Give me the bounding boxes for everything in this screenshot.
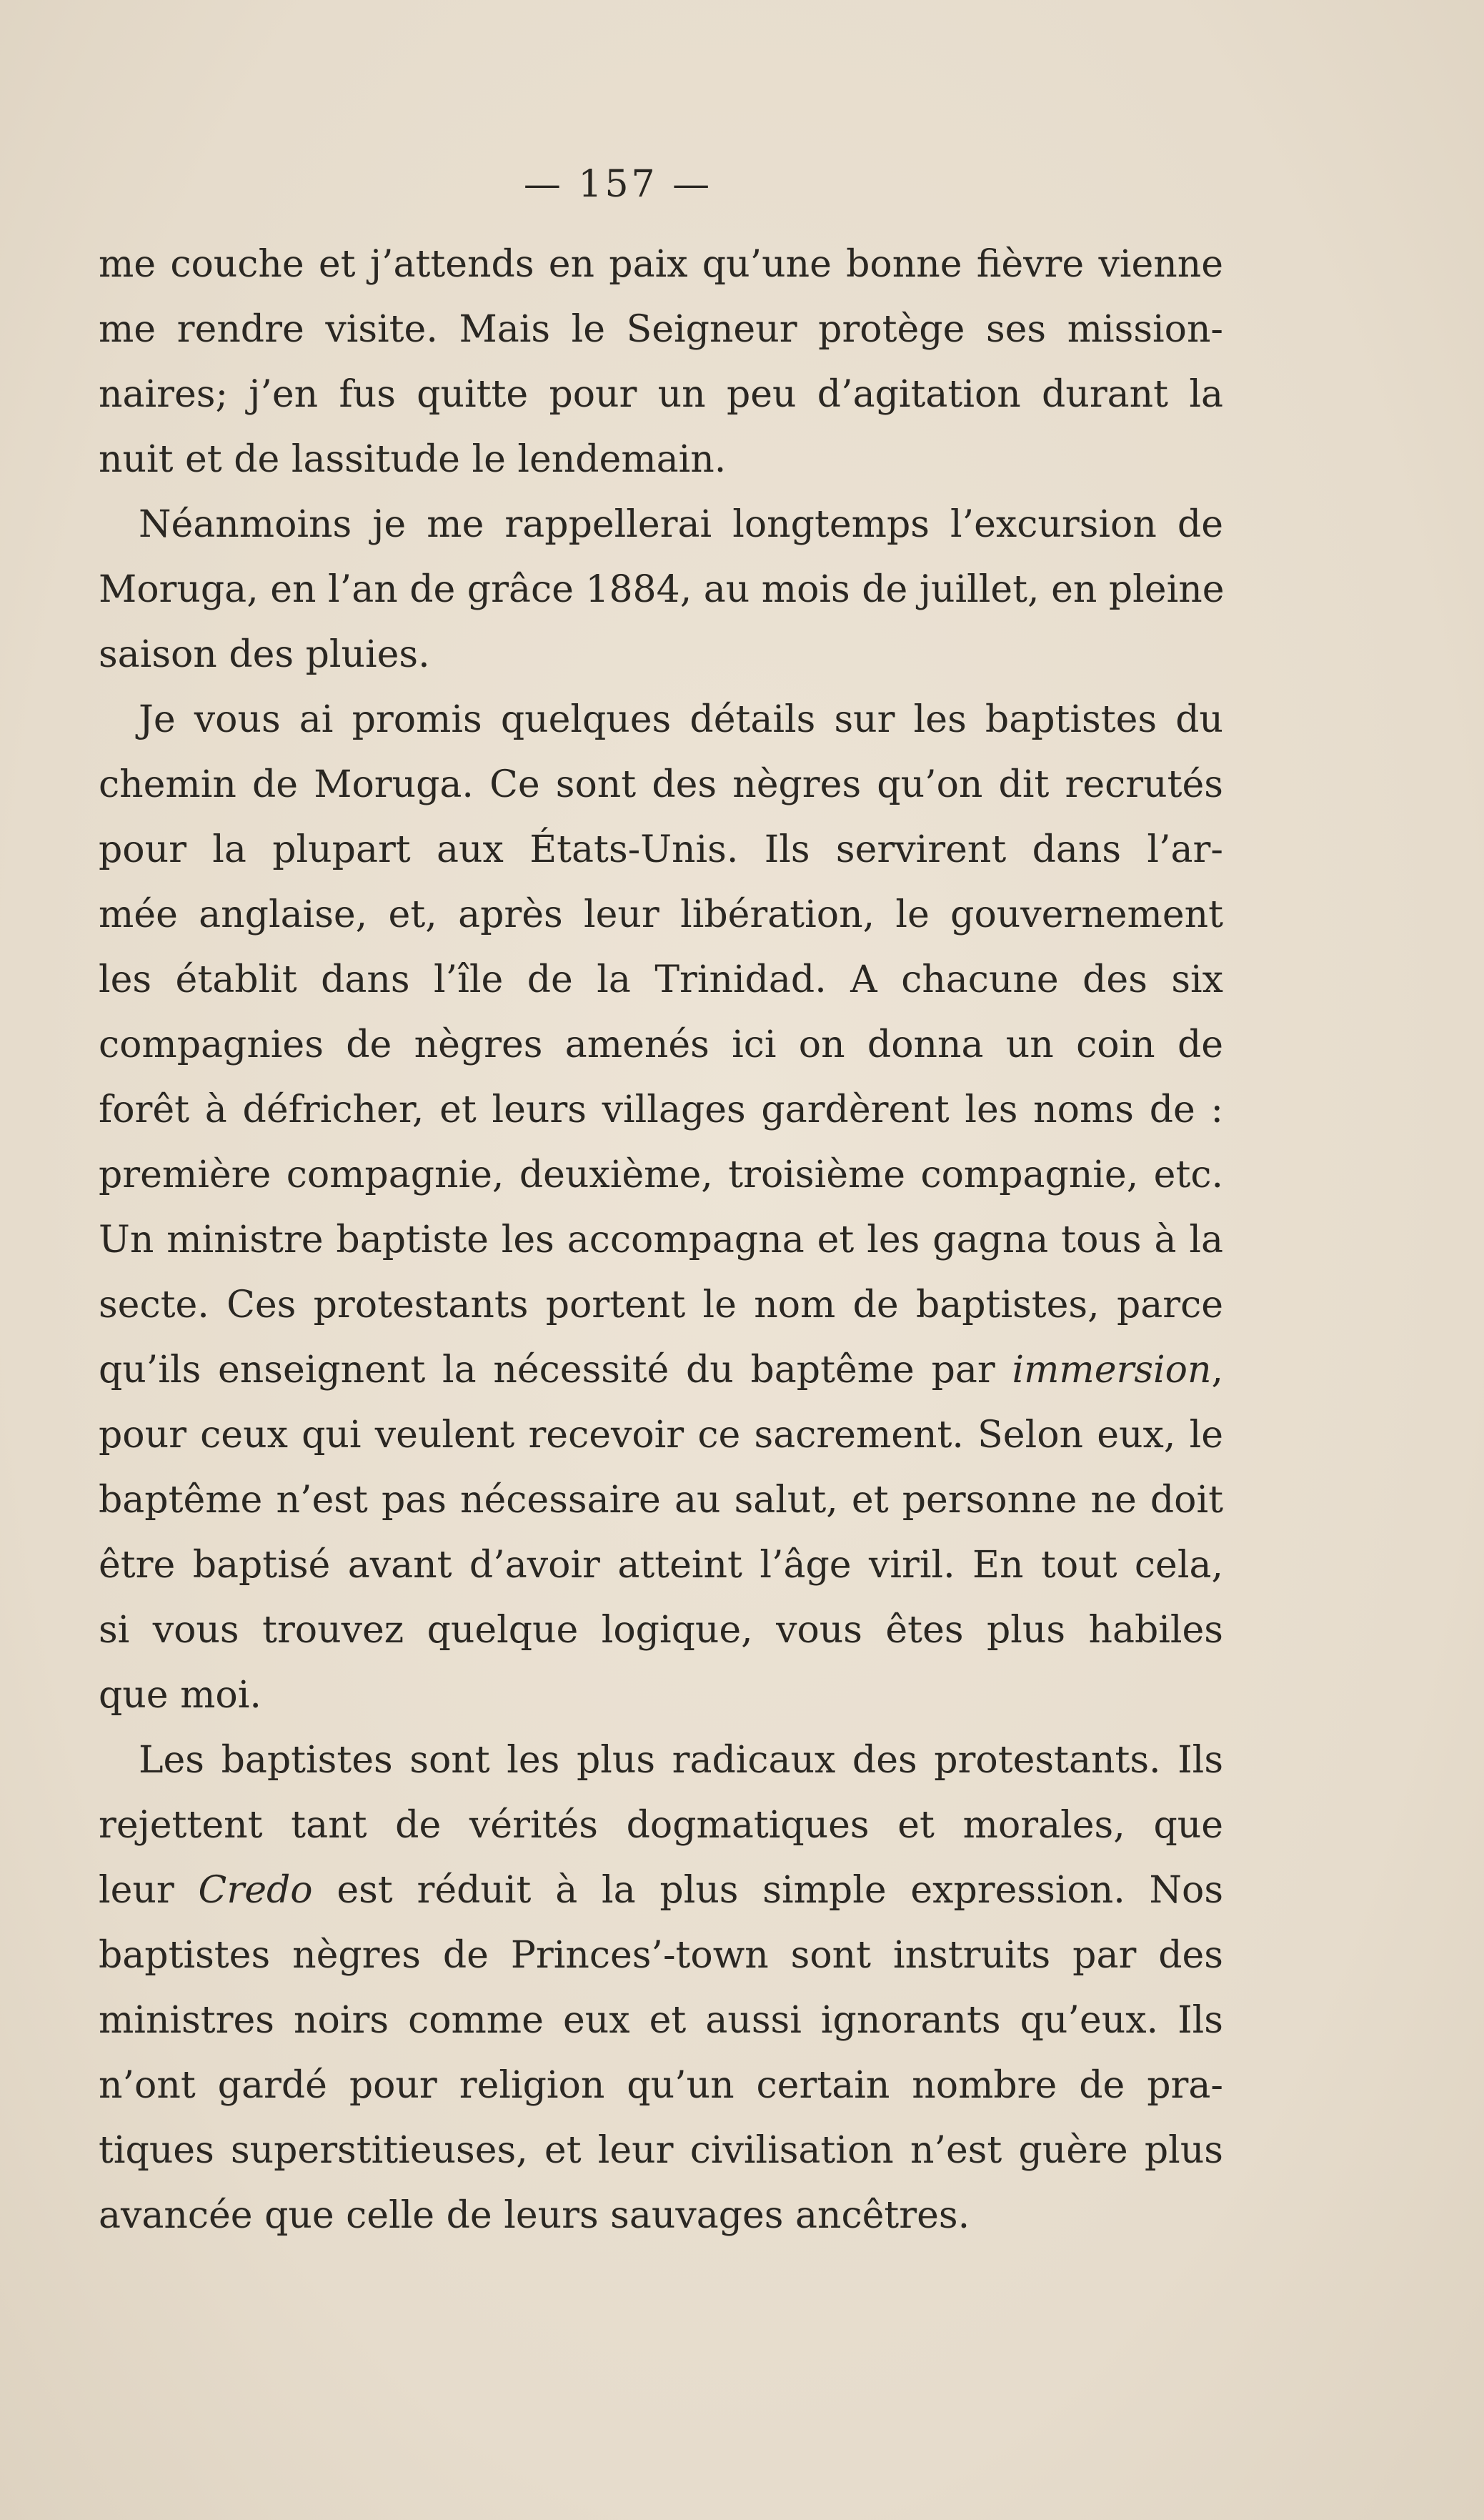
text-line: me couche et j’attends en paix qu’une bonne fièvre vienne bbox=[99, 243, 1223, 286]
text-line: si vous trouvez quelque logique, vous êtes plus habiles bbox=[99, 1609, 1223, 1652]
text-line: Néanmoins je me rappellerai longtemps l’excursion de bbox=[139, 503, 1223, 546]
text-line: baptistes nègres de Princes’-town sont instruits par des bbox=[99, 1934, 1223, 1977]
text-line: saison des pluies. bbox=[99, 633, 430, 676]
text-line: chemin de Moruga. Ce sont des nègres qu’on dit recrutés bbox=[99, 763, 1223, 806]
text-line: avancée que celle de leurs sauvages ancêtres. bbox=[99, 2194, 970, 2237]
text-line: Les baptistes sont les plus radicaux des protestants. Ils bbox=[139, 1739, 1223, 1782]
text-line: secte. Ces protestants portent le nom de baptistes, parce bbox=[99, 1284, 1223, 1326]
text-line: rejettent tant de vérités dogmatiques et morales, que bbox=[99, 1804, 1223, 1847]
text-line: Moruga, en l’an de grâce 1884, au mois de juillet, en pleine bbox=[99, 568, 1225, 611]
text-line: Un ministre baptiste les accompagna et les gagna tous à la bbox=[99, 1219, 1223, 1261]
text-line: leur Credo est réduit à la plus simple expression. Nos bbox=[99, 1869, 1223, 1912]
text-line: me rendre visite. Mais le Seigneur protège ses mission- bbox=[99, 308, 1223, 351]
text-line: mée anglaise, et, après leur libération, le gouvernement bbox=[99, 893, 1223, 936]
text-line: pour ceux qui veulent recevoir ce sacrement. Selon eux, le bbox=[99, 1414, 1223, 1457]
text-line: compagnies de nègres amenés ici on donna un coin de bbox=[99, 1023, 1223, 1066]
text-line: qu’ils enseignent la nécessité du baptême par immersion, bbox=[99, 1349, 1223, 1392]
text-line: les établit dans l’île de la Trinidad. A chacune des six bbox=[99, 958, 1223, 1001]
text-line: baptême n’est pas nécessaire au salut, et personne ne doit bbox=[99, 1479, 1223, 1522]
text-line: être baptisé avant d’avoir atteint l’âge viril. En tout cela, bbox=[99, 1544, 1223, 1587]
text-line: n’ont gardé pour religion qu’un certain nombre de pra- bbox=[99, 2064, 1223, 2107]
page-number: — 157 — bbox=[523, 163, 713, 206]
text-line: nuit et de lassitude le lendemain. bbox=[99, 438, 727, 481]
text-line: ministres noirs comme eux et aussi ignorants qu’eux. Ils bbox=[99, 1999, 1223, 2042]
text-line: naires; j’en fus quitte pour un peu d’agitation durant la bbox=[99, 373, 1223, 416]
text-line: tiques superstitieuses, et leur civilisation n’est guère plus bbox=[99, 2129, 1223, 2172]
text-line: Je vous ai promis quelques détails sur les baptistes du bbox=[139, 698, 1223, 741]
text-line: première compagnie, deuxième, troisième compagnie, etc. bbox=[99, 1154, 1223, 1196]
text-line: pour la plupart aux États-Unis. Ils servirent dans l’ar- bbox=[99, 828, 1223, 871]
text-line: que moi. bbox=[99, 1674, 262, 1717]
text-line: forêt à défricher, et leurs villages gardèrent les noms de : bbox=[99, 1088, 1223, 1131]
body-text bbox=[99, 232, 1223, 2248]
